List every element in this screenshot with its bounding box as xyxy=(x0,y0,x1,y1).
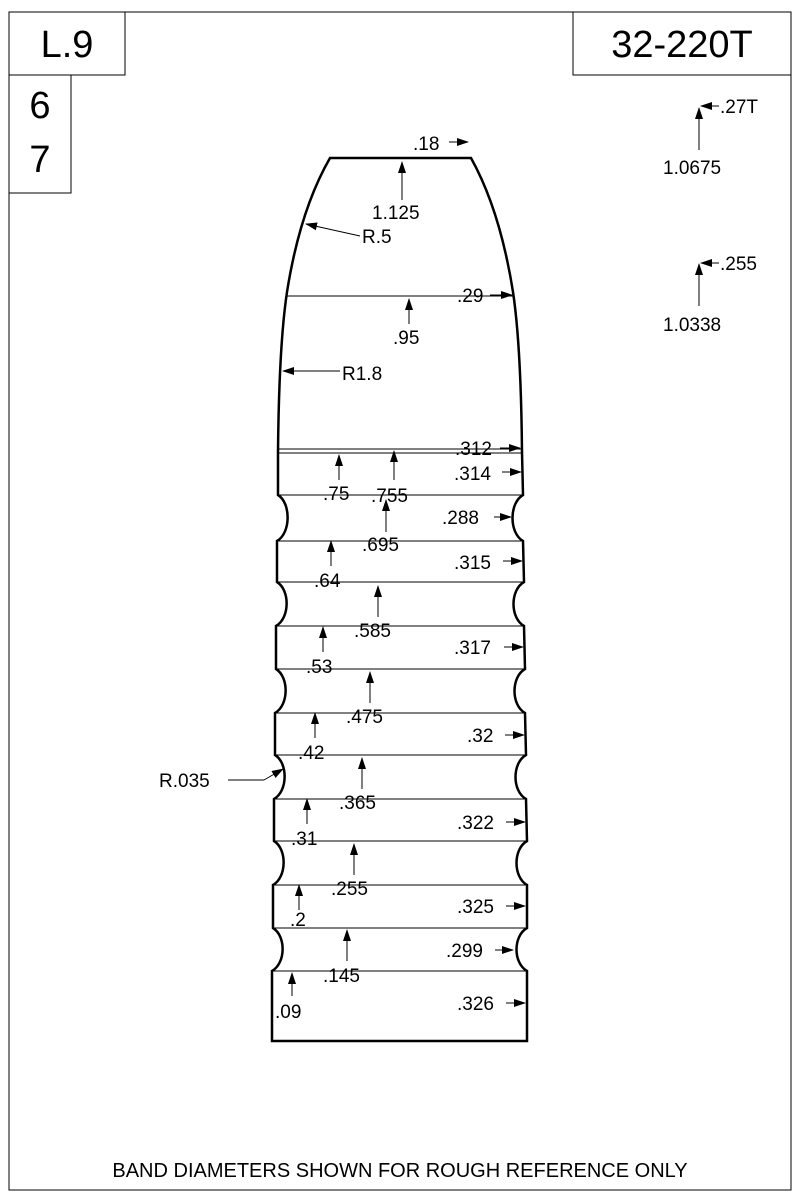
ref-1-sub-text: 1.0675 xyxy=(663,158,722,179)
len-255-label: .255 xyxy=(331,879,368,900)
ogive-length-label: .95 xyxy=(393,328,420,349)
footer-note: BAND DIAMETERS SHOWN FOR ROUGH REFERENCE ONLY xyxy=(112,1160,688,1182)
len-31-label: .31 xyxy=(291,829,318,850)
radius-ogive-label: R1.8 xyxy=(342,364,383,385)
groove-radius-label: R.035 xyxy=(159,771,210,792)
right-code: 32-220T xyxy=(611,24,753,66)
diam-315-label: .315 xyxy=(454,553,491,574)
len-695-label: .695 xyxy=(362,535,399,556)
tip-label: .18 xyxy=(413,134,440,155)
radius-front-arrow xyxy=(306,224,360,236)
ogive-diameter-label: .29 xyxy=(457,286,484,307)
diam-299-label: .299 xyxy=(446,941,483,962)
len-42-label: .42 xyxy=(298,743,325,764)
len-365-label: .365 xyxy=(339,793,376,814)
ref-2-label: .255 xyxy=(720,254,757,275)
len-145-label: .145 xyxy=(323,966,360,987)
ref-1-label: .27T xyxy=(720,97,759,118)
diam-322-label: .322 xyxy=(457,813,494,834)
diam-288-label: .288 xyxy=(442,508,479,529)
len-75-label: .75 xyxy=(323,484,350,505)
tip-length-label: 1.125 xyxy=(372,203,420,224)
len-585-label: .585 xyxy=(354,621,391,642)
len-53-label: .53 xyxy=(306,657,333,678)
groove-radius-arrow xyxy=(264,769,283,780)
ref-2-sub: 1.0338 xyxy=(663,315,722,336)
diam-314-label: .314 xyxy=(454,464,491,485)
len-475-label: .475 xyxy=(346,707,383,728)
len-64-label: .64 xyxy=(314,571,341,592)
diam-326-label: .326 xyxy=(457,994,494,1015)
radius-front-label: R.5 xyxy=(362,227,392,248)
diam-325-label: .325 xyxy=(457,897,494,918)
len-09-label: .09 xyxy=(275,1002,302,1023)
len-2-label: .2 xyxy=(290,910,306,931)
drawing-frame xyxy=(9,12,791,1190)
cavity-top: 6 xyxy=(29,85,51,127)
diam-312-label: .312 xyxy=(455,439,492,460)
cavity-bottom: 7 xyxy=(29,139,51,181)
len-755-label: .755 xyxy=(371,486,408,507)
diam-32-label: .32 xyxy=(467,726,494,747)
diam-317-label: .317 xyxy=(454,638,491,659)
left-code: L.9 xyxy=(40,24,94,66)
